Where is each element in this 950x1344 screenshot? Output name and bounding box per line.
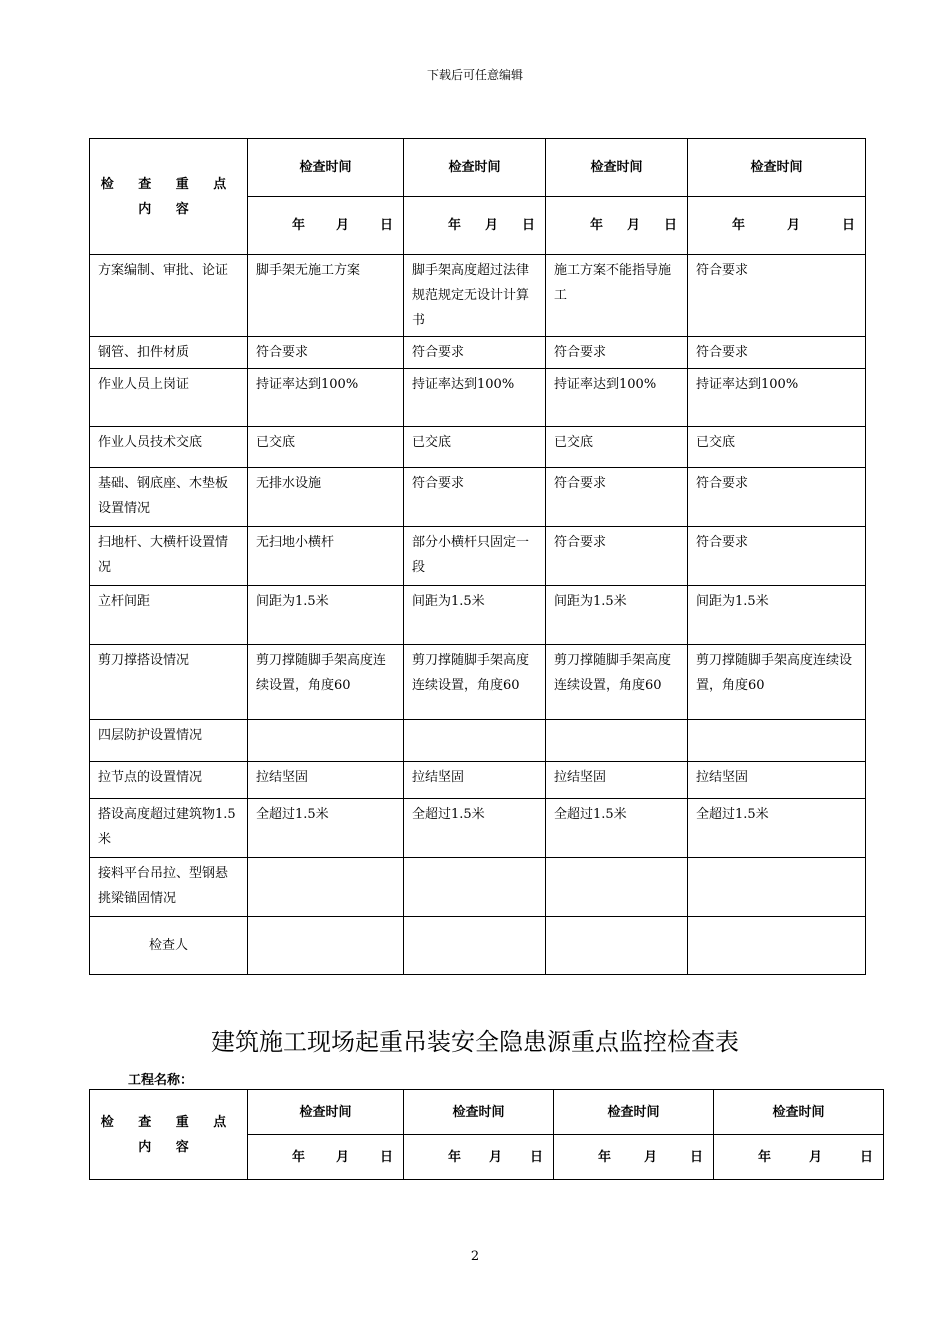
lifting-inspection-table	[89, 1089, 884, 1180]
table-row	[90, 369, 866, 427]
date-cell-4	[688, 197, 866, 255]
row-topic: 钢管、扣件材质	[90, 337, 248, 369]
row-topic: 扫地杆、大横杆设置情况	[90, 527, 248, 586]
row-cell: 符合要求	[404, 468, 546, 527]
row-cell: 拉结坚固	[688, 762, 866, 799]
inspector-cell	[546, 917, 688, 975]
row-cell: 符合要求	[688, 527, 866, 586]
year-label: 年	[598, 1149, 612, 1165]
month-label: 月	[335, 218, 349, 233]
row-cell: 施工方案不能指导施工	[546, 255, 688, 337]
row-cell: 持证率达到100%	[688, 369, 866, 427]
row-topic: 拉节点的设置情况	[90, 762, 248, 799]
row-cell: 间距为1.5米	[688, 586, 866, 645]
row-cell: 符合要求	[404, 337, 546, 369]
row-cell	[248, 858, 404, 917]
row-cell: 已交底	[404, 427, 546, 468]
row-cell: 无扫地小横杆	[248, 527, 404, 586]
day-label: 日	[663, 218, 677, 233]
row-cell: 符合要求	[688, 468, 866, 527]
scaffold-inspection-table	[89, 138, 866, 975]
month-label: 月	[335, 1149, 349, 1165]
month-label: 月	[488, 1149, 502, 1165]
topic-header	[90, 139, 248, 255]
row-cell: 剪刀撑随脚手架高度连续设置，角度60	[404, 645, 546, 720]
row-cell: 已交底	[546, 427, 688, 468]
table-row	[90, 337, 866, 369]
date-cell-1	[248, 1135, 404, 1180]
table-row	[90, 586, 866, 645]
row-cell	[546, 720, 688, 762]
day-label: 日	[859, 1149, 873, 1165]
table-row	[90, 858, 866, 917]
date-cell-2	[404, 197, 546, 255]
row-topic: 作业人员技术交底	[90, 427, 248, 468]
year-label: 年	[758, 1149, 772, 1165]
row-cell: 拉结坚固	[404, 762, 546, 799]
page-number: 2	[470, 1249, 480, 1264]
day-label: 日	[379, 1149, 393, 1165]
time-header-1: 检查时间	[248, 1090, 404, 1135]
row-cell: 脚手架无施工方案	[248, 255, 404, 337]
day-label: 日	[529, 1149, 543, 1165]
table-row	[90, 468, 866, 527]
project-name-label: 工程名称：	[128, 1073, 194, 1088]
table-row	[90, 720, 866, 762]
section-title: 建筑施工现场起重吊装安全隐患源重点监控检查表	[211, 1028, 739, 1056]
row-cell: 全超过1.5米	[248, 799, 404, 858]
row-cell: 符合要求	[688, 255, 866, 337]
month-label: 月	[484, 218, 498, 233]
row-cell	[688, 720, 866, 762]
row-cell: 符合要求	[546, 337, 688, 369]
row-cell: 剪刀撑随脚手架高度连续设置，角度60	[248, 645, 404, 720]
year-label: 年	[448, 218, 462, 233]
row-cell: 已交底	[688, 427, 866, 468]
row-topic: 方案编制、审批、论证	[90, 255, 248, 337]
row-cell: 全超过1.5米	[546, 799, 688, 858]
row-cell: 符合要求	[546, 468, 688, 527]
row-topic: 立杆间距	[90, 586, 248, 645]
date-cell-3	[546, 197, 688, 255]
time-header-1: 检查时间	[248, 139, 404, 197]
month-label: 月	[626, 218, 640, 233]
row-cell	[688, 858, 866, 917]
year-label: 年	[732, 218, 746, 233]
month-label: 月	[643, 1149, 657, 1165]
day-label: 日	[379, 218, 393, 233]
row-cell: 全超过1.5米	[688, 799, 866, 858]
row-topic: 剪刀撑搭设情况	[90, 645, 248, 720]
table-row	[90, 255, 866, 337]
time-header-4: 检查时间	[688, 139, 866, 197]
row-cell	[248, 720, 404, 762]
row-cell: 剪刀撑随脚手架高度连续设置，角度60	[546, 645, 688, 720]
row-topic: 接料平台吊拉、型钢悬挑梁锚固情况	[90, 858, 248, 917]
date-cell-3	[554, 1135, 714, 1180]
month-label: 月	[808, 1149, 822, 1165]
time-header-3: 检查时间	[554, 1090, 714, 1135]
year-label: 年	[590, 218, 604, 233]
year-label: 年	[292, 218, 306, 233]
row-topic: 搭设高度超过建筑物1.5米	[90, 799, 248, 858]
row-cell	[404, 720, 546, 762]
date-cell-4	[714, 1135, 884, 1180]
row-cell: 已交底	[248, 427, 404, 468]
topic-header-line2: 内 容	[138, 201, 199, 217]
inspector-cell	[248, 917, 404, 975]
topic-header-line1: 检 查 重 点	[100, 1114, 237, 1130]
inspector-cell	[404, 917, 546, 975]
row-cell: 持证率达到100%	[546, 369, 688, 427]
table-row	[90, 427, 866, 468]
day-label: 日	[689, 1149, 703, 1165]
time-header-2: 检查时间	[404, 139, 546, 197]
row-cell: 全超过1.5米	[404, 799, 546, 858]
row-cell	[546, 858, 688, 917]
inspector-row	[90, 917, 866, 975]
row-cell: 剪刀撑随脚手架高度连续设置，角度60	[688, 645, 866, 720]
table-row	[90, 645, 866, 720]
row-cell: 符合要求	[546, 527, 688, 586]
row-topic: 作业人员上岗证	[90, 369, 248, 427]
time-header-4: 检查时间	[714, 1090, 884, 1135]
month-label: 月	[786, 218, 800, 233]
day-label: 日	[521, 218, 535, 233]
time-header-3: 检查时间	[546, 139, 688, 197]
row-topic: 四层防护设置情况	[90, 720, 248, 762]
table-row	[90, 762, 866, 799]
row-cell: 持证率达到100%	[404, 369, 546, 427]
topic-header-line1: 检 查 重 点	[100, 176, 237, 192]
row-cell	[404, 858, 546, 917]
row-cell: 间距为1.5米	[546, 586, 688, 645]
header-note: 下载后可任意编辑	[426, 68, 523, 82]
row-cell: 脚手架高度超过法律规范规定无设计计算书	[404, 255, 546, 337]
row-cell: 部分小横杆只固定一段	[404, 527, 546, 586]
row-cell: 无排水设施	[248, 468, 404, 527]
date-cell-2	[404, 1135, 554, 1180]
row-topic: 基础、钢底座、木垫板设置情况	[90, 468, 248, 527]
inspector-label: 检查人	[90, 917, 248, 975]
table-row	[90, 799, 866, 858]
row-cell: 拉结坚固	[248, 762, 404, 799]
row-cell: 间距为1.5米	[404, 586, 546, 645]
row-cell: 间距为1.5米	[248, 586, 404, 645]
topic-header	[90, 1090, 248, 1180]
table-row	[90, 527, 866, 586]
inspector-cell	[688, 917, 866, 975]
row-cell: 持证率达到100%	[248, 369, 404, 427]
row-cell: 符合要求	[688, 337, 866, 369]
topic-header-line2: 内 容	[138, 1139, 199, 1155]
time-header-2: 检查时间	[404, 1090, 554, 1135]
row-cell: 符合要求	[248, 337, 404, 369]
year-label: 年	[292, 1149, 306, 1165]
year-label: 年	[448, 1149, 462, 1165]
date-cell-1	[248, 197, 404, 255]
row-cell: 拉结坚固	[546, 762, 688, 799]
day-label: 日	[841, 218, 855, 233]
